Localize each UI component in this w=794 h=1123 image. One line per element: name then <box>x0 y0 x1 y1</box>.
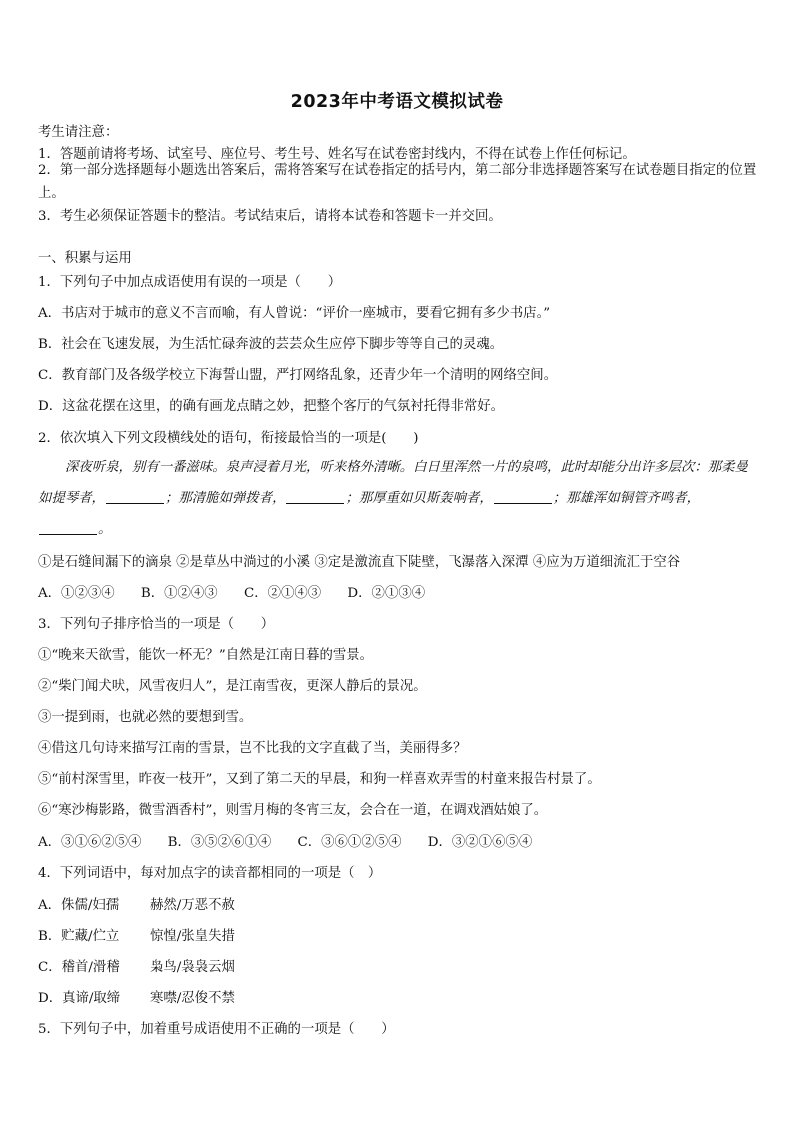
q4-option-d <box>38 987 235 1006</box>
q2-passage-part-3: ；那厚重如贝斯轰响者， <box>345 491 493 506</box>
q3-sentence-2: ②“柴门闻犬吠，风雪夜归人”，是江南雪夜，更深人静后的景况。 <box>38 679 427 694</box>
q1-option-b: B．社会在飞速发展，为生活忙碌奔波的芸芸众生应停下脚步等等自己的灵魂。 <box>38 337 504 352</box>
q2-passage-part-4: ；那雄浑如铜管齐鸣者， <box>552 491 701 506</box>
answer-blank <box>494 489 552 504</box>
q4-option-b-pair: 惊惶/张皇失措 <box>150 929 235 944</box>
q1-option-c: C．教育部门及各级学校立下海誓山盟，严打网络乱象，还青少年一个清明的网络空间。 <box>38 368 558 383</box>
q3-sentence-1: ①“晚来天欲雪，能饮一杯无？”自然是江南日暮的雪景。 <box>38 648 374 663</box>
q4-option-a-pair: 赫然/万恶不赦 <box>150 898 235 913</box>
q2-option-a: A．①②③④ <box>38 586 115 601</box>
q2-passage <box>38 452 758 545</box>
q3-option-d: D．③②①⑥⑤④ <box>427 835 533 850</box>
section-heading: 一、积累与运用 <box>38 251 132 266</box>
q3-sentence-5: ⑤“前村深雪里，昨夜一枝开”，又到了第二天的早晨，和狗一样喜欢弄雪的村童来报告村景了。 <box>38 772 601 787</box>
q4-option-c <box>38 956 235 975</box>
q2-option-b: B．①②④③ <box>140 586 218 601</box>
q5-stem: 5．下列句子中，加着重号成语使用不正确的一项是（ ） <box>38 1022 395 1037</box>
q3-stem: 3．下列句子排序恰当的一项是（ ） <box>38 617 275 632</box>
q3-sentence-6: ⑥“寒沙梅影路，微雪酒香村”，则雪月梅的冬宵三友，会合在一道，在调戏酒姑娘了。 <box>38 803 548 818</box>
q3-option-a: A．③①⑥②⑤④ <box>38 835 142 850</box>
q4-option-d-label: D．真谛/取缔 <box>38 991 121 1006</box>
exam-title: 2023年中考语文模拟试卷 <box>290 92 504 112</box>
answer-blank <box>286 489 344 504</box>
q2-option-d: D．②①③④ <box>347 586 426 601</box>
notice-item-3: 3．考生必须保证答题卡的整洁。考试结束后，请将本试卷和答题卡一并交回。 <box>38 209 502 224</box>
q2-option-c: C．②①④③ <box>243 586 322 601</box>
q3-sentence-4: ④借这几句诗来描写江南的雪景，岂不比我的文字直截了当，美丽得多？ <box>38 741 467 756</box>
q4-option-c-label: C．稽首/滑稽 <box>38 960 120 975</box>
notice-item-2: 2．第一部分选择题每小题选出答案后，需将答案写在试卷指定的括号内，第二部分非选择题答案写在试卷题目指定的位置上。 <box>38 163 757 201</box>
q3-options <box>38 831 554 850</box>
q2-options <box>38 582 447 601</box>
q2-passage-part-5: 。 <box>98 522 112 537</box>
notice-heading: 考生请注意： <box>38 125 119 140</box>
q4-stem: 4．下列词语中，每对加点字的读音都相同的一项是（ ） <box>38 866 382 881</box>
q4-option-b <box>38 925 235 944</box>
q1-option-d: D．这盆花摆在这里，的确有画龙点睛之妙，把整个客厅的气氛衬托得非常好。 <box>38 399 505 414</box>
q2-passage-part-1: 深夜听泉，别有一番滋味。泉声浸着月光，听来格外清晰。白日里浑然一片的泉鸣，此时却能分出许多层次：那柔曼如提琴者， <box>38 460 748 506</box>
q2-stem: 2．依次填入下列文段横线处的语句，衔接最恰当的一项是( ) <box>38 431 419 446</box>
q2-choices: ①是石缝间漏下的滴泉 ②是草丛中淌过的小溪 ③定是激流直下陡壁，飞瀑落入深潭 ④应为万道细流汇于空谷 <box>38 555 681 570</box>
q1-stem: 1．下列句子中加点成语使用有误的一项是（ ） <box>38 275 342 290</box>
notice-item-1: 1．答题前请将考场、试室号、座位号、考生号、姓名写在试卷密封线内，不得在试卷上作任何标记。 <box>38 147 636 162</box>
q4-option-a <box>38 894 235 913</box>
q4-option-c-pair: 枭鸟/袅袅云烟 <box>150 960 235 975</box>
answer-blank <box>106 489 164 504</box>
answer-blank <box>39 520 97 535</box>
q1-option-a: A．书店对于城市的意义不言而喻，有人曾说：“评价一座城市，要看它拥有多少书店。” <box>38 306 551 321</box>
q4-option-d-pair: 寒噤/忍俊不禁 <box>150 991 235 1006</box>
q2-passage-part-2: ；那清脆如弹拨者， <box>164 491 286 506</box>
q4-option-a-label: A．侏儒/妇孺 <box>38 898 120 913</box>
q3-sentence-3: ③一提到雨，也就必然的要想到雪。 <box>38 710 253 725</box>
q3-option-b: B．③⑤②⑥①④ <box>167 835 272 850</box>
q3-option-c: C．③⑥①②⑤④ <box>297 835 402 850</box>
q4-option-b-label: B．贮藏/伫立 <box>38 929 120 944</box>
